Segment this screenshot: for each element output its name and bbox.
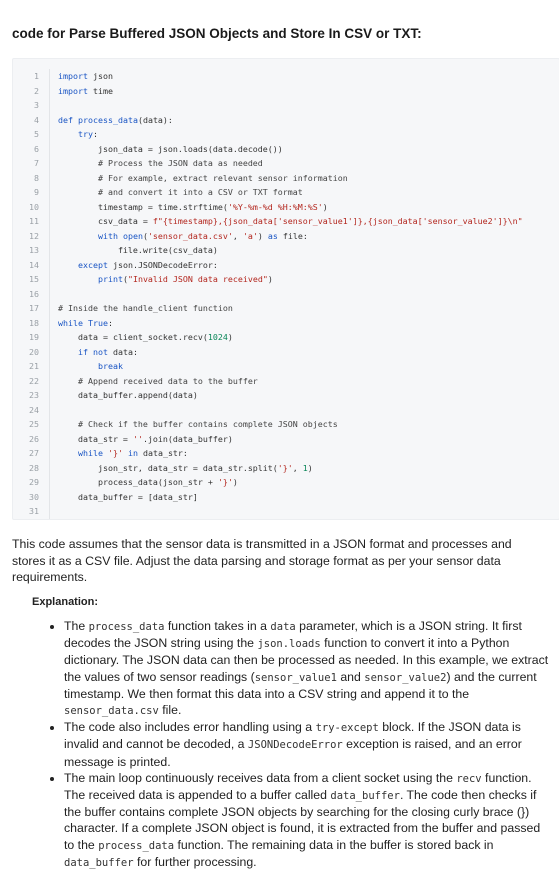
code-token: process_data <box>78 114 138 125</box>
code-token: # Inside the handle_client function <box>58 303 233 313</box>
code-token: # and convert it into a CSV or TXT format <box>58 187 303 197</box>
code-token: , <box>292 462 303 473</box>
code-text <box>58 301 233 316</box>
code-token: f"{timestamp},{json_data['sensor_value1']},{json_data['sensor_value2']}\n" <box>152 216 523 226</box>
line-number: 3 <box>13 98 50 113</box>
inline-code: data_buffer <box>330 790 400 803</box>
code-token: '}' <box>107 448 123 458</box>
line-number: 20 <box>13 345 50 360</box>
inline-code: data <box>270 621 296 633</box>
code-line <box>13 142 559 157</box>
code-text <box>58 142 283 157</box>
code-token: ) <box>227 332 233 342</box>
code-text <box>58 214 523 229</box>
code-token: import <box>58 71 88 81</box>
code-token: ) <box>267 274 273 284</box>
code-token: open <box>122 230 143 241</box>
code-line <box>13 490 559 505</box>
code-line <box>13 243 559 258</box>
line-number: 16 <box>13 287 50 302</box>
code-token: json_str, data_str = data_str.split( <box>58 462 278 473</box>
line-number: 12 <box>13 229 50 244</box>
code-token: file: <box>277 230 308 241</box>
code-token: ( <box>142 230 148 241</box>
code-token <box>58 260 78 270</box>
inline-code: sensor_value1 <box>254 671 337 684</box>
line-number: 29 <box>13 475 50 490</box>
code-token: process_data(json_str + <box>58 477 218 487</box>
code-token: : <box>92 129 98 139</box>
code-line <box>13 185 559 200</box>
code-line <box>13 403 559 418</box>
explanation-bullet <box>64 618 550 719</box>
bullet-text: The main loop continuously receives data from a client socket using the <box>64 770 457 785</box>
bullet-text: for further processing. <box>133 854 257 869</box>
code-token: data_buffer.append(data) <box>58 390 198 400</box>
code-text <box>58 345 138 360</box>
code-lines <box>13 59 559 519</box>
code-text <box>58 185 303 200</box>
code-token: print <box>97 274 123 284</box>
code-token: 'a' <box>242 230 258 241</box>
code-token <box>58 347 78 357</box>
bullet-text: . The code then checks if the buffer contains complete JSON objects by searching for the closing curly brace (}) character. If a complete JSON object is found, it is extracted from the buffer and passed to the <box>64 788 541 852</box>
code-line <box>13 432 559 447</box>
code-token: .join(data_buffer) <box>142 433 233 444</box>
code-token: def <box>58 114 73 125</box>
code-token: while <box>58 317 83 328</box>
code-text <box>58 490 198 505</box>
inline-code: sensor_value2 <box>364 671 447 684</box>
code-token: time <box>87 85 113 96</box>
code-line <box>13 200 559 215</box>
code-line <box>13 127 559 142</box>
inline-code: process_data <box>98 839 175 852</box>
line-number: 19 <box>13 330 50 345</box>
code-token: file.write(csv_data) <box>58 245 218 255</box>
code-line <box>13 84 559 99</box>
code-text <box>58 316 113 331</box>
code-text <box>58 272 273 287</box>
line-number: 14 <box>13 258 50 273</box>
code-text <box>58 417 338 432</box>
code-line <box>13 388 559 403</box>
code-text <box>58 243 218 258</box>
code-line <box>13 214 559 229</box>
code-line <box>13 345 559 360</box>
code-token: ) <box>232 477 238 487</box>
code-text <box>58 229 308 244</box>
code-token: not <box>92 346 108 357</box>
line-number: 30 <box>13 490 50 505</box>
code-token: "Invalid JSON data received" <box>127 274 268 284</box>
code-token: json <box>87 71 113 81</box>
bullet-text: function. The remaining data in the buffer is stored back in <box>174 837 494 852</box>
code-text <box>58 461 313 476</box>
code-token: 1 <box>302 462 308 473</box>
code-token: json_data = json.loads(data.decode()) <box>58 143 283 154</box>
line-number: 21 <box>13 359 50 374</box>
code-token: try <box>77 129 93 139</box>
summary-paragraph: This code assumes that the sensor data is transmitted in a JSON format and processes and stores it as a CSV file. Adjust the data parsing and storage format as per your sensor data requirements. <box>12 537 512 584</box>
line-number: 5 <box>13 127 50 142</box>
code-token: True <box>87 317 108 328</box>
line-number: 9 <box>13 185 50 200</box>
bullet-text: The <box>64 619 89 633</box>
line-number: 10 <box>13 200 50 215</box>
code-text <box>58 388 198 403</box>
line-number: 15 <box>13 272 50 287</box>
code-token: as <box>267 230 278 241</box>
code-token <box>58 274 98 284</box>
bullet-text: and <box>336 669 365 684</box>
inline-code: JSONDecodeError <box>247 739 343 752</box>
line-number: 22 <box>13 374 50 389</box>
code-text <box>58 200 328 215</box>
code-token: 'sensor_data.csv' <box>147 230 233 241</box>
code-token: data_buffer = [data_str] <box>58 491 198 502</box>
bullet-text: parameter, which is a JSON string. It first decodes the JSON string using the <box>64 619 522 651</box>
explanation-list <box>48 618 550 871</box>
code-token: # Check if the buffer contains complete JSON objects <box>58 419 338 429</box>
code-text <box>58 374 258 389</box>
code-token: '%Y-%m-%d %H:%M:%S' <box>227 201 323 212</box>
line-number: 24 <box>13 403 50 418</box>
line-number: 31 <box>13 504 50 519</box>
code-token: data: <box>107 346 138 357</box>
code-token: ) <box>322 201 328 212</box>
code-token: # Append received data to the buffer <box>58 375 258 386</box>
code-line <box>13 461 559 476</box>
code-token: # Process the JSON data as needed <box>58 158 263 168</box>
code-token: while <box>77 448 103 458</box>
code-token: , <box>232 230 243 241</box>
code-text <box>58 432 233 447</box>
explanation-bullet <box>64 719 550 770</box>
bullet-text: function takes in a <box>164 619 271 633</box>
code-token: in <box>127 448 138 458</box>
code-token: if <box>77 346 88 357</box>
bullet-text: function. The received data is appended to a buffer called <box>64 770 532 803</box>
code-token <box>58 361 98 371</box>
inline-code: recv <box>456 772 482 785</box>
code-line <box>13 258 559 273</box>
code-line <box>13 301 559 316</box>
code-token: '' <box>132 433 143 444</box>
code-line <box>13 359 559 374</box>
code-line <box>13 69 559 84</box>
inline-code: json.loads <box>257 638 321 651</box>
code-token <box>58 129 78 139</box>
bullet-text: file. <box>158 703 182 718</box>
code-line <box>13 316 559 331</box>
code-line <box>13 229 559 244</box>
code-token: '}' <box>217 477 233 487</box>
code-token: break <box>97 361 123 371</box>
bullet-text: The code also includes error handling using a <box>64 720 316 735</box>
code-line <box>13 330 559 345</box>
line-number: 7 <box>13 156 50 171</box>
code-token <box>58 231 98 241</box>
code-text <box>58 69 113 84</box>
line-number: 17 <box>13 301 50 316</box>
code-token: # For example, extract relevant sensor information <box>58 172 348 183</box>
code-token: timestamp = time.strftime( <box>58 201 228 212</box>
code-line <box>13 171 559 186</box>
code-token: ( <box>122 274 128 284</box>
line-number: 26 <box>13 432 50 447</box>
code-token: except <box>77 259 108 270</box>
code-token: data_str: <box>137 448 188 458</box>
code-line <box>13 156 559 171</box>
code-line <box>13 446 559 461</box>
line-number: 13 <box>13 243 50 258</box>
inline-code: sensor_data.csv <box>64 705 159 718</box>
code-block[interactable] <box>12 58 559 520</box>
code-token: ) <box>307 462 313 473</box>
bullet-text: block. If the JSON data is invalid and cannot be decoded, a <box>64 720 521 752</box>
line-number: 28 <box>13 461 50 476</box>
line-number: 6 <box>13 142 50 157</box>
line-number: 18 <box>13 316 50 331</box>
line-number: 2 <box>13 84 50 99</box>
code-token: with <box>97 230 118 241</box>
code-text <box>58 330 233 345</box>
bullet-text: function to convert it into a Python dictionary. The JSON data can then be processed as needed. In this example, we extract the values of two sensor readings ( <box>64 636 549 684</box>
explanation-heading: Explanation: <box>32 596 99 608</box>
code-text <box>58 156 263 171</box>
code-line <box>13 475 559 490</box>
explanation-bullet <box>64 770 550 871</box>
line-number: 23 <box>13 388 50 403</box>
code-line <box>13 113 559 128</box>
code-text <box>58 171 348 186</box>
code-line <box>13 287 559 302</box>
bullet-text: exception is raised, and an error message is printed. <box>64 737 522 769</box>
inline-code: try-except <box>315 722 379 735</box>
code-token: (data): <box>137 114 173 125</box>
code-token: import <box>58 85 88 96</box>
code-token: data_str = <box>58 433 133 444</box>
line-number: 1 <box>13 69 50 84</box>
code-line <box>13 417 559 432</box>
code-text <box>58 84 113 99</box>
code-text <box>58 258 218 273</box>
code-token: data = client_socket.recv( <box>58 332 208 342</box>
line-number: 11 <box>13 214 50 229</box>
code-line <box>13 374 559 389</box>
code-token: json.JSONDecodeError: <box>107 259 218 270</box>
page-title: code for Parse Buffered JSON Objects and Store In CSV or TXT: <box>12 26 422 41</box>
inline-code: data_buffer <box>64 856 134 869</box>
code-token <box>58 448 78 458</box>
code-line <box>13 504 559 519</box>
code-text <box>58 113 173 128</box>
code-text <box>58 127 98 142</box>
line-number: 8 <box>13 171 50 186</box>
bullet-text: ) and the current timestamp. We then format this data into a CSV string and append it to the <box>64 669 537 701</box>
line-number: 25 <box>13 417 50 432</box>
code-line <box>13 98 559 113</box>
code-token: ) <box>257 230 268 241</box>
code-token: 1024 <box>207 332 228 342</box>
code-text <box>58 446 188 461</box>
code-token: : <box>107 317 113 328</box>
code-token: csv_data = <box>58 216 153 226</box>
code-line <box>13 272 559 287</box>
code-token: '}' <box>277 462 293 473</box>
line-number: 4 <box>13 113 50 128</box>
line-number: 27 <box>13 446 50 461</box>
code-text <box>58 359 123 374</box>
code-text <box>58 475 238 490</box>
inline-code: process_data <box>88 621 165 633</box>
